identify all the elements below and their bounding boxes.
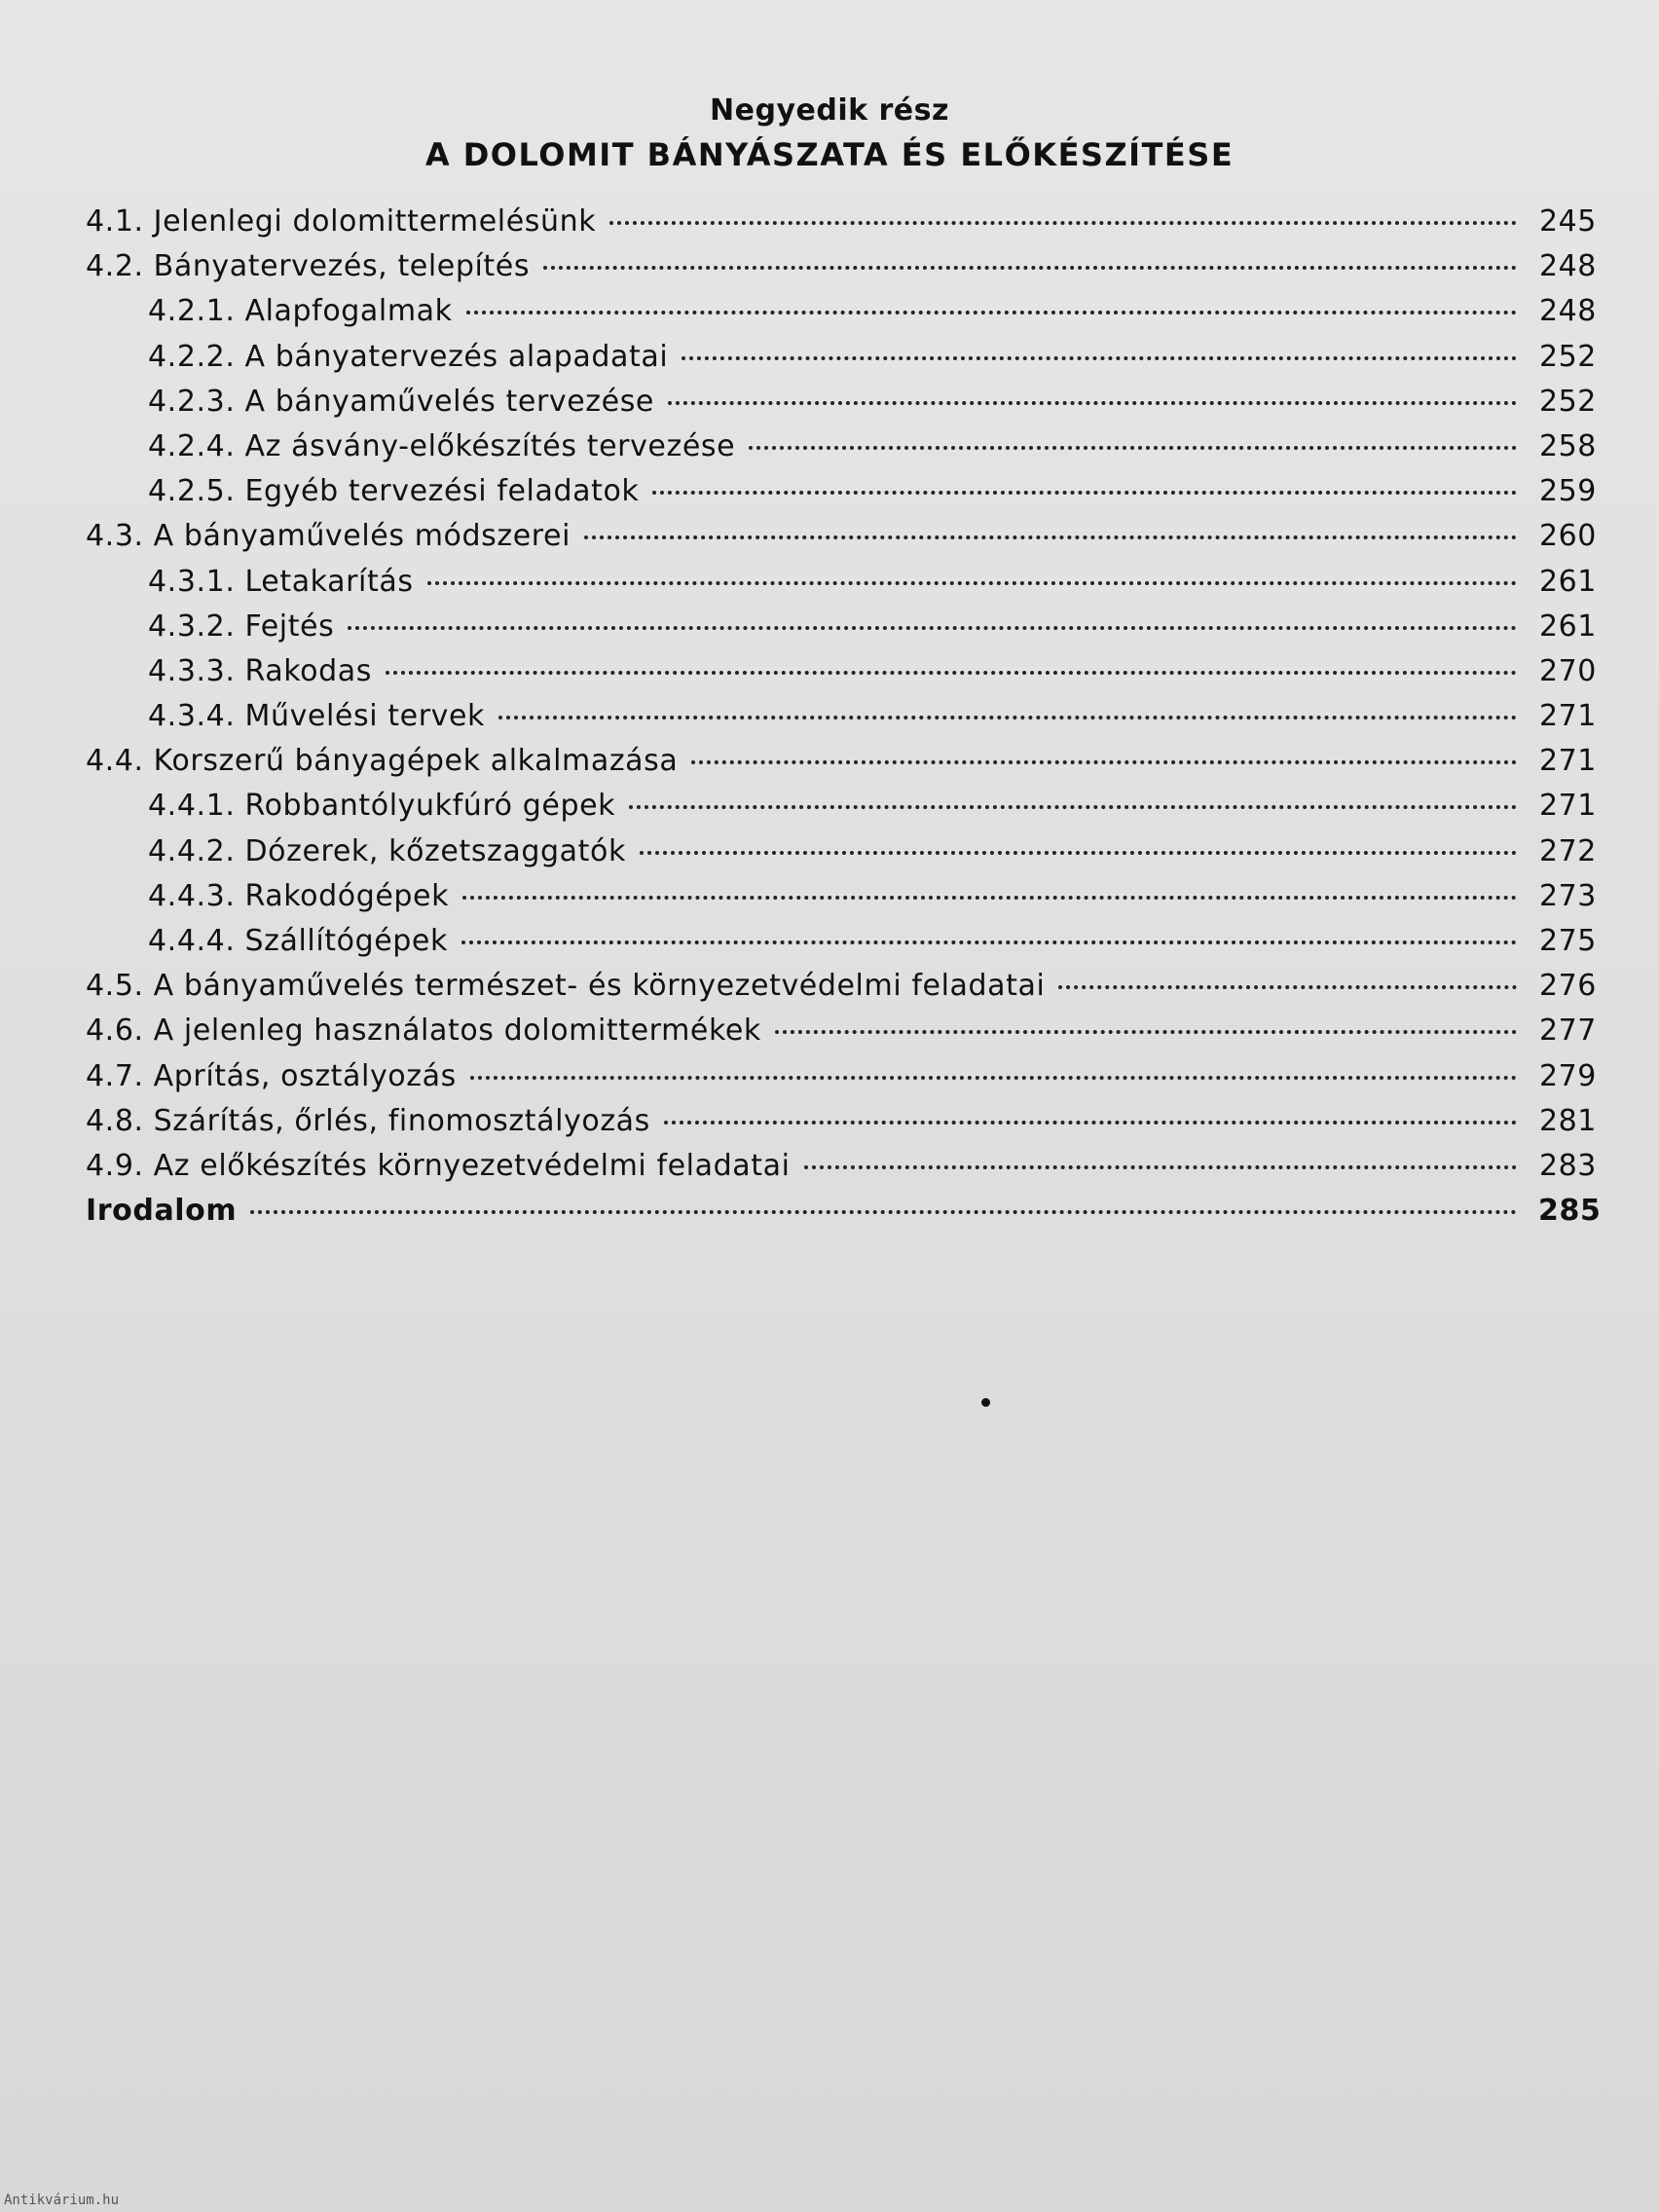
toc-entry-page: 260 (1538, 519, 1597, 554)
dot-leader (691, 760, 1517, 764)
toc-entry-number: 4.9. (86, 1148, 144, 1183)
toc-entry-page: 277 (1538, 1014, 1597, 1049)
dot-leader (462, 896, 1517, 900)
dot-leader (386, 671, 1517, 675)
dot-leader (775, 1030, 1517, 1034)
toc-entry-number: 4.2.1. (148, 294, 236, 329)
toc-entry-page: 248 (1538, 294, 1597, 329)
toc-entry (86, 519, 1597, 564)
toc-entry-number: 4.4. (86, 744, 144, 779)
toc-entry-number: 4.3.2. (148, 608, 236, 644)
dot-leader (584, 535, 1517, 539)
toc-entry-page: 283 (1538, 1148, 1597, 1183)
toc-entry (86, 474, 1597, 519)
dot-leader (543, 266, 1517, 270)
toc-entry (86, 834, 1597, 879)
toc-entry-title: Rakodas (244, 653, 372, 688)
dot-leader (804, 1165, 1517, 1169)
toc-entry (86, 294, 1597, 339)
toc-entry (86, 340, 1597, 385)
toc-entry (86, 385, 1597, 429)
toc-entry-number: 4.6. (86, 1014, 144, 1049)
dot-leader (609, 221, 1517, 225)
toc-entry-page: 245 (1538, 204, 1597, 239)
toc-entry-title: Bányatervezés, telepítés (153, 249, 531, 284)
table-of-contents (86, 204, 1602, 1238)
toc-entry-title: A jelenleg használatos dolomittermékek (153, 1014, 761, 1049)
toc-entry (86, 924, 1597, 969)
part-title: A DOLOMIT BÁNYÁSZATA ÉS ELŐKÉSZÍTÉSE (424, 136, 1235, 173)
toc-entry (86, 744, 1597, 789)
toc-entry (86, 654, 1597, 699)
toc-entry (86, 249, 1597, 294)
toc-entry-page: 252 (1538, 384, 1597, 419)
toc-entry-number: 4.1. (86, 204, 144, 239)
toc-entry-page: 272 (1538, 833, 1597, 868)
toc-entry-title: Az előkészítés környezetvédelmi feladatai (153, 1148, 791, 1183)
toc-entry-title: Az ásvány-előkészítés tervezése (244, 428, 736, 463)
dot-leader (461, 940, 1517, 944)
toc-entry-title: Alapfogalmak (244, 294, 453, 329)
dot-leader (664, 1121, 1517, 1124)
dot-leader (749, 446, 1517, 450)
toc-entry (86, 699, 1597, 744)
dot-leader (668, 401, 1517, 405)
toc-entry (86, 565, 1597, 609)
toc-entry-number: 4.3.1. (148, 564, 236, 599)
toc-entry (86, 609, 1597, 654)
toc-entry-number: 4.5. (86, 969, 144, 1004)
toc-entry (86, 429, 1597, 474)
toc-entry-title: Letakarítás (244, 564, 414, 599)
toc-entry-page: 252 (1538, 339, 1597, 374)
toc-entry-title: Aprítás, osztályozás (153, 1058, 457, 1093)
toc-entry-number: 4.3. (86, 519, 144, 554)
toc-entry-number: 4.2.3. (148, 384, 236, 419)
toc-entry (86, 1194, 1602, 1238)
toc-entry (86, 879, 1597, 924)
toc-entry-number: 4.3.3. (148, 653, 236, 688)
toc-entry-page: 270 (1538, 653, 1597, 688)
toc-entry-page: 261 (1538, 608, 1597, 644)
dot-leader (498, 716, 1517, 719)
toc-entry-title: Robbantólyukfúró gépek (244, 789, 616, 824)
dot-leader (629, 805, 1517, 809)
dot-leader (466, 311, 1517, 314)
toc-entry-page: 261 (1538, 564, 1597, 599)
toc-entry-page: 285 (1538, 1194, 1602, 1229)
toc-entry-title: Jelenlegi dolomittermelésünk (153, 204, 597, 239)
toc-entry-page: 281 (1538, 1103, 1597, 1138)
dot-leader (1058, 985, 1517, 989)
toc-entry-title: Egyéb tervezési feladatok (244, 474, 640, 509)
dot-leader (348, 626, 1517, 630)
toc-entry-title: Szállítógépek (244, 924, 448, 958)
toc-entry-page: 279 (1538, 1058, 1597, 1093)
toc-entry-number: 4.7. (86, 1058, 144, 1093)
toc-entry-page: 273 (1538, 878, 1597, 913)
toc-entry (86, 789, 1597, 833)
toc-entry (86, 1014, 1597, 1058)
toc-entry-page: 271 (1538, 789, 1597, 824)
toc-entry-number: 4.2.4. (148, 428, 236, 463)
toc-entry (86, 1149, 1597, 1194)
toc-entry-number: 4.4.2. (148, 833, 236, 868)
dot-leader (682, 356, 1517, 360)
dust-speck (981, 1398, 990, 1407)
dot-leader (640, 851, 1517, 855)
toc-entry-title: Rakodógépek (244, 878, 450, 913)
toc-entry-page: 258 (1538, 428, 1597, 463)
toc-entry-page: 276 (1538, 969, 1597, 1004)
toc-entry-title: Korszerű bányagépek alkalmazása (153, 744, 679, 779)
toc-entry-title: Irodalom (86, 1194, 238, 1229)
part-label: Negyedik rész (710, 93, 949, 128)
toc-entry-title: Művelési tervek (244, 699, 486, 734)
toc-entry-title: A bányaművelés módszerei (153, 519, 571, 554)
toc-entry-title: Fejtés (244, 608, 335, 644)
toc-entry-page: 259 (1538, 474, 1597, 509)
dot-leader (470, 1076, 1517, 1080)
toc-entry-number: 4.4.4. (148, 924, 236, 958)
toc-entry (86, 1059, 1597, 1104)
toc-entry-title: A bányaművelés tervezése (244, 384, 654, 419)
toc-entry (86, 969, 1597, 1014)
dot-leader (250, 1210, 1517, 1214)
toc-entry-number: 4.2.5. (148, 474, 236, 509)
toc-entry-number: 4.2.2. (148, 339, 236, 374)
toc-entry-number: 4.3.4. (148, 699, 236, 734)
toc-entry-page: 271 (1538, 699, 1597, 734)
watermark: Antikvárium.hu (4, 2193, 120, 2208)
toc-entry-number: 4.4.3. (148, 878, 236, 913)
toc-entry-number: 4.4.1. (148, 789, 236, 824)
toc-entry (86, 1104, 1597, 1149)
toc-entry-title: A bányaművelés természet- és környezetvédelmi feladatai (153, 969, 1046, 1004)
toc-entry-page: 271 (1538, 744, 1597, 779)
toc-entry-page: 248 (1538, 249, 1597, 284)
toc-entry-number: 4.2. (86, 249, 144, 284)
toc-entry-number: 4.8. (86, 1103, 144, 1138)
dot-leader (652, 491, 1517, 495)
toc-entry-title: Szárítás, őrlés, finomosztályozás (153, 1103, 650, 1138)
dot-leader (427, 581, 1517, 585)
toc-entry-page: 275 (1538, 924, 1597, 958)
toc-entry-title: Dózerek, kőzetszaggatók (244, 833, 626, 868)
toc-entry-title: A bányatervezés alapadatai (244, 339, 669, 374)
toc-entry (86, 204, 1597, 249)
